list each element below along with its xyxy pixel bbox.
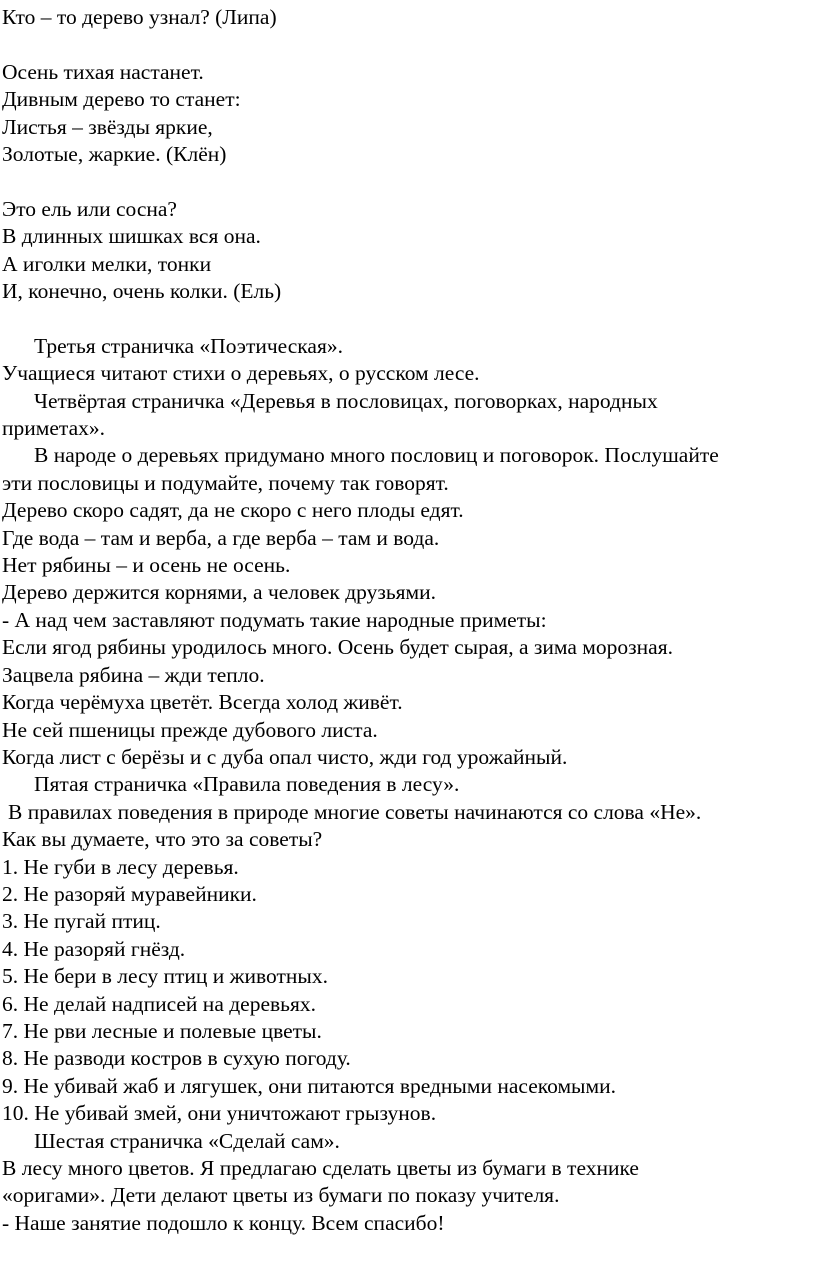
section-heading: Шестая страничка «Сделай сам». <box>34 1128 340 1153</box>
section-intro: В правилах поведения в природе многие советы начинаются со слова «Не». <box>8 799 702 824</box>
riddle-line: А иголки мелки, тонки <box>2 251 212 276</box>
blank-line <box>2 305 816 332</box>
question-line: - А над чем заставляют подумать такие народные приметы: <box>2 607 547 632</box>
section-page-6 <box>2 1128 816 1238</box>
section-page-3 <box>2 333 816 388</box>
section-intro: В народе о деревьях придумано много пословиц и поговорок. Послушайте <box>34 443 719 468</box>
section-heading: Третья страничка «Поэтическая». <box>34 333 343 358</box>
riddle-line: Осень тихая настанет. <box>2 59 204 84</box>
section-page-4 <box>2 388 816 772</box>
riddle-line: Листья – звёзды яркие, <box>2 114 213 139</box>
section-heading-continued: приметах». <box>2 416 105 441</box>
folk-sign: Не сей пшеницы прежде дубового листа. <box>2 717 378 742</box>
proverb: Нет рябины – и осень не осень. <box>2 553 291 578</box>
folk-sign: Когда черёмуха цветёт. Всегда холод живёт. <box>2 690 403 715</box>
riddle-line: В длинных шишках вся она. <box>2 224 261 249</box>
blank-line <box>2 168 816 195</box>
rule-item: 7. Не рви лесные и полевые цветы. <box>2 1018 322 1043</box>
rule-item: 8. Не разводи костров в сухую погоду. <box>2 1046 351 1071</box>
section-text-continued: «оригами». Дети делают цветы из бумаги по показу учителя. <box>2 1183 560 1208</box>
riddle-klen <box>2 59 816 169</box>
rule-item: 2. Не разоряй муравейники. <box>2 881 257 906</box>
riddle-lipa-line: Кто – то дерево узнал? (Липа) <box>2 5 277 29</box>
rule-item: 10. Не убивай змей, они уничтожают грызунов. <box>2 1101 437 1126</box>
section-page-5 <box>2 771 816 1127</box>
proverb: Дерево скоро садят, да не скоро с него плоды едят. <box>2 498 464 523</box>
folk-sign: Когда лист с берёзы и с дуба опал чисто, жди год урожайный. <box>2 744 568 769</box>
section-heading: Пятая страничка «Правила поведения в лесу». <box>34 772 460 797</box>
riddle-line: Дивным дерево то станет: <box>2 87 241 112</box>
proverb: Дерево держится корнями, а человек друзьями. <box>2 580 437 605</box>
section-heading: Четвёртая страничка «Деревья в пословицах, поговорках, народных <box>34 388 658 413</box>
blank-line <box>2 31 816 58</box>
rule-item: 9. Не убивай жаб и лягушек, они питаются вредными насекомыми. <box>2 1073 616 1098</box>
rule-item: 4. Не разоряй гнёзд. <box>2 936 186 961</box>
folk-sign: Зацвела рябина – жди тепло. <box>2 662 265 687</box>
section-text: Учащиеся читают стихи о деревьях, о русском лесе. <box>2 361 480 386</box>
rule-item: 5. Не бери в лесу птиц и животных. <box>2 964 328 989</box>
section-intro-continued: эти пословицы и подумайте, почему так говорят. <box>2 470 449 495</box>
rule-item: 6. Не делай надписей на деревьях. <box>2 991 316 1016</box>
proverb: Где вода – там и верба, а где верба – там и вода. <box>2 525 440 550</box>
folk-sign: Если ягод рябины уродилось много. Осень будет сырая, а зима морозная. <box>2 635 673 660</box>
riddle-el <box>2 196 816 306</box>
riddle-line: Золотые, жаркие. (Клён) <box>2 142 227 167</box>
closing-line: - Наше занятие подошло к концу. Всем спасибо! <box>2 1210 445 1235</box>
rule-item: 1. Не губи в лесу деревья. <box>2 854 239 879</box>
riddle-line: Это ель или сосна? <box>2 196 177 221</box>
section-text: В лесу много цветов. Я предлагаю сделать цветы из бумаги в технике <box>2 1156 639 1181</box>
rule-item: 3. Не пугай птиц. <box>2 909 161 934</box>
riddle-line: И, конечно, очень колки. (Ель) <box>2 279 282 304</box>
question-line: Как вы думаете, что это за советы? <box>2 827 323 852</box>
